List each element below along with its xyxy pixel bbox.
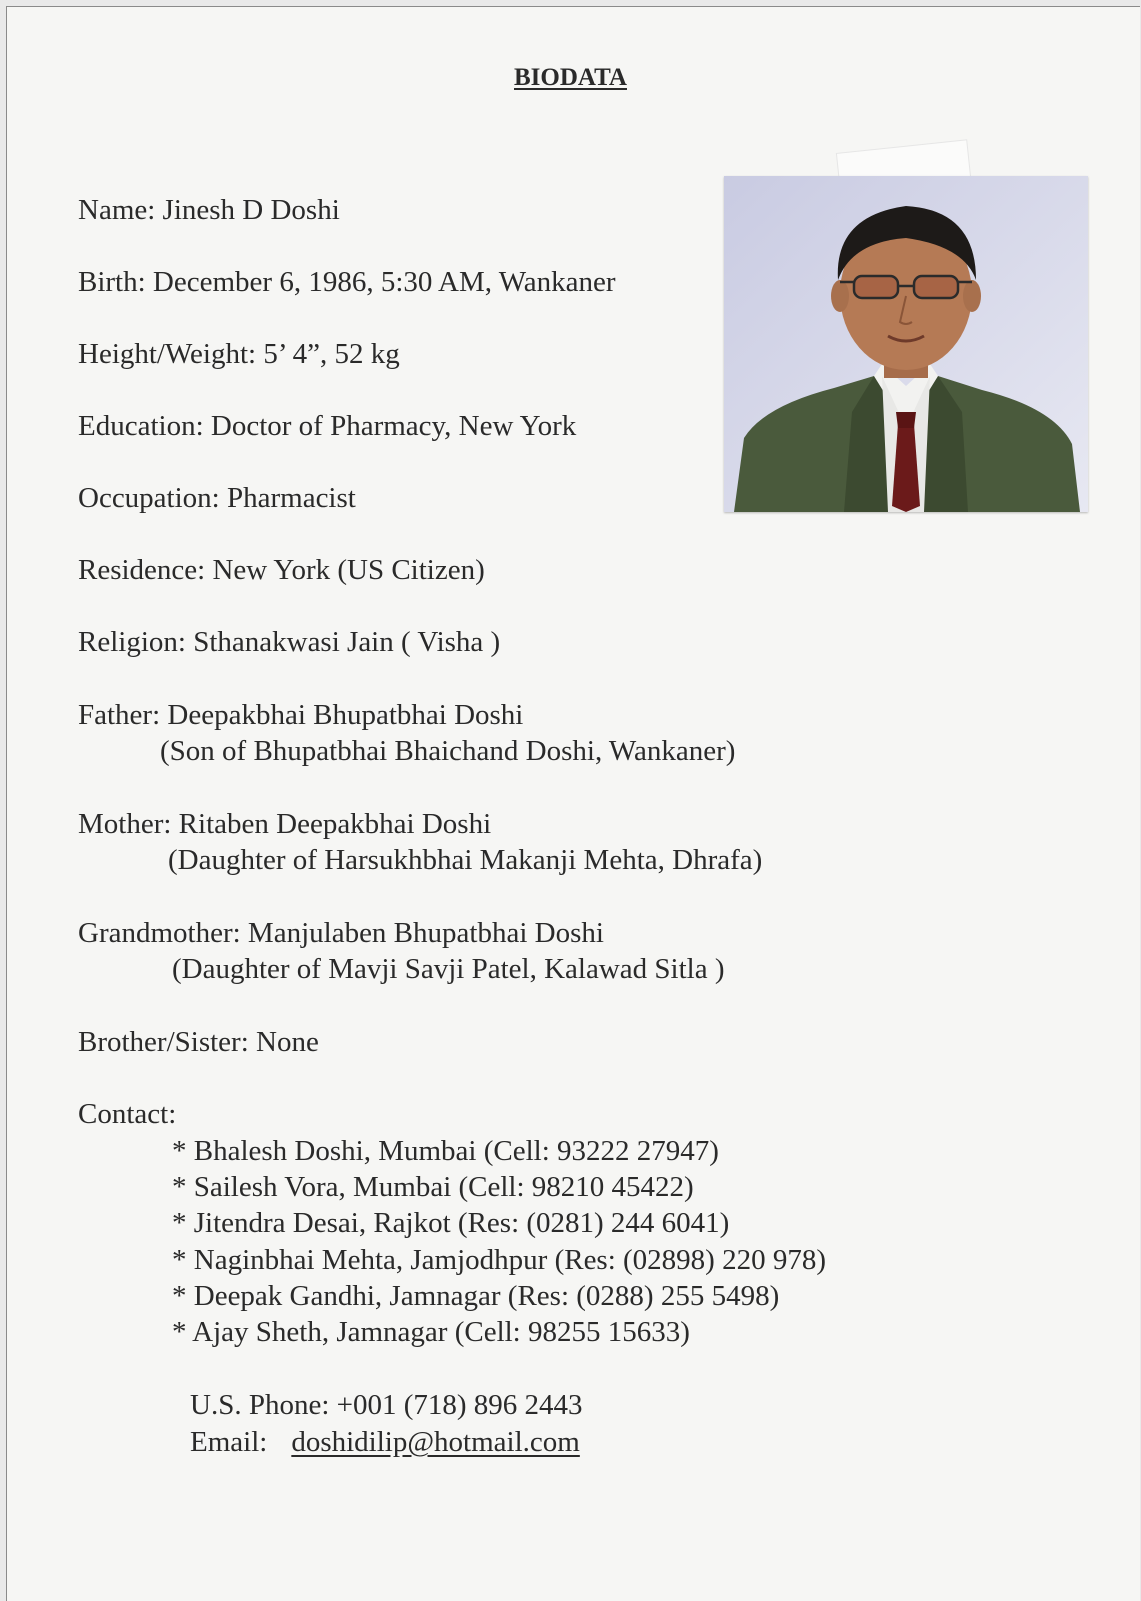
- father-detail: (Son of Bhupatbhai Bhaichand Doshi, Wankaner): [160, 735, 736, 767]
- birth-field: Birth: December 6, 1986, 5:30 AM, Wankaner: [78, 266, 616, 298]
- email-field: [190, 1424, 580, 1460]
- name-field: Name: Jinesh D Doshi: [78, 194, 340, 226]
- mother-detail: (Daughter of Harsukhbhai Makanji Mehta, Dhrafa): [168, 844, 763, 876]
- portrait-photo: [724, 176, 1088, 512]
- religion-field: Religion: Sthanakwasi Jain ( Visha ): [78, 626, 501, 658]
- email-label: Email:: [190, 1426, 268, 1458]
- email-link[interactable]: doshidilip@hotmail.com: [291, 1426, 580, 1458]
- document-title: BIODATA: [514, 64, 627, 91]
- contact-item: * Bhalesh Doshi, Mumbai (Cell: 93222 27947): [172, 1135, 719, 1167]
- siblings-field: Brother/Sister: None: [78, 1026, 319, 1058]
- contact-item: * Ajay Sheth, Jamnagar (Cell: 98255 15633): [172, 1316, 690, 1348]
- occupation-field: Occupation: Pharmacist: [78, 482, 356, 514]
- contact-item: * Sailesh Vora, Mumbai (Cell: 98210 45422): [172, 1171, 694, 1203]
- education-field: Education: Doctor of Pharmacy, New York: [78, 410, 577, 442]
- contact-item: * Jitendra Desai, Rajkot (Res: (0281) 244 6041): [172, 1207, 730, 1239]
- height-weight-field: Height/Weight: 5’ 4”, 52 kg: [78, 338, 400, 370]
- contact-item: * Naginbhai Mehta, Jamjodhpur (Res: (02898) 220 978): [172, 1244, 827, 1276]
- us-phone-field: U.S. Phone: +001 (718) 896 2443: [190, 1389, 583, 1421]
- contact-item: * Deepak Gandhi, Jamnagar (Res: (0288) 255 5498): [172, 1280, 780, 1312]
- contact-label: Contact:: [78, 1098, 177, 1130]
- father-field: Father: Deepakbhai Bhupatbhai Doshi: [78, 699, 524, 731]
- mother-field: Mother: Ritaben Deepakbhai Doshi: [78, 808, 492, 840]
- grandmother-field: Grandmother: Manjulaben Bhupatbhai Doshi: [78, 917, 604, 949]
- residence-field: Residence: New York (US Citizen): [78, 554, 485, 586]
- portrait-photo-icon: [724, 176, 1088, 512]
- grandmother-detail: (Daughter of Mavji Savji Patel, Kalawad Sitla ): [172, 953, 725, 985]
